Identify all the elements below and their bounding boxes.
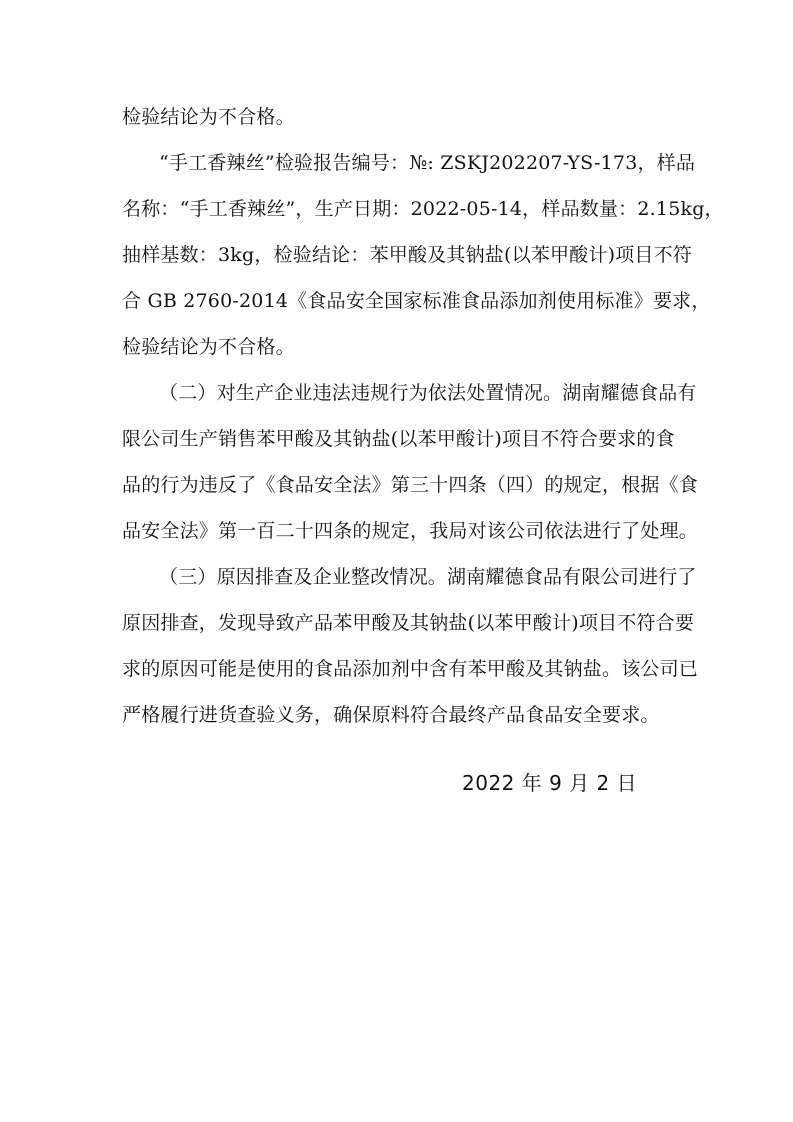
paragraph-line: 合 GB 2760-2014《食品安全国家标准食品添加剂使用标准》要求， [122,290,711,312]
paragraph-line: 求的原因可能是使用的食品添加剂中含有苯甲酸及其钠盐。该公司已 [122,658,699,680]
paragraph-line: 检验结论为不合格。 [122,106,295,128]
paragraph-line: （二）对生产企业违法违规行为依法处置情况。湖南耀德食品有 [159,382,697,404]
paragraph-line: 检验结论为不合格。 [122,336,295,358]
paragraph-line: 抽样基数：3kg，检验结论：苯甲酸及其钠盐(以苯甲酸计)项目不符 [122,244,692,266]
paragraph-line: 名称：“手工香辣丝”，生产日期：2022-05-14，样品数量：2.15kg， [122,198,724,220]
paragraph-line: 品安全法》第一百二十四条的规定，我局对该公司依法进行了处理。 [122,520,699,542]
document-date: 2022 年 9 月 2 日 [462,771,638,795]
paragraph-line: 严格履行进货查验义务，确保原料符合最终产品食品安全要求。 [122,704,660,726]
paragraph-line: “手工香辣丝”检验报告编号：№: ZSKJ202207-YS-173，样品 [159,152,696,174]
paragraph-line: 品的行为违反了《食品安全法》第三十四条（四）的规定，根据《食 [122,474,699,496]
paragraph-line: （三）原因排查及企业整改情况。湖南耀德食品有限公司进行了 [159,566,697,588]
paragraph-line: 限公司生产销售苯甲酸及其钠盐(以苯甲酸计)项目不符合要求的食 [122,428,675,450]
paragraph-line: 原因排查，发现导致产品苯甲酸及其钠盐(以苯甲酸计)项目不符合要 [122,612,695,634]
